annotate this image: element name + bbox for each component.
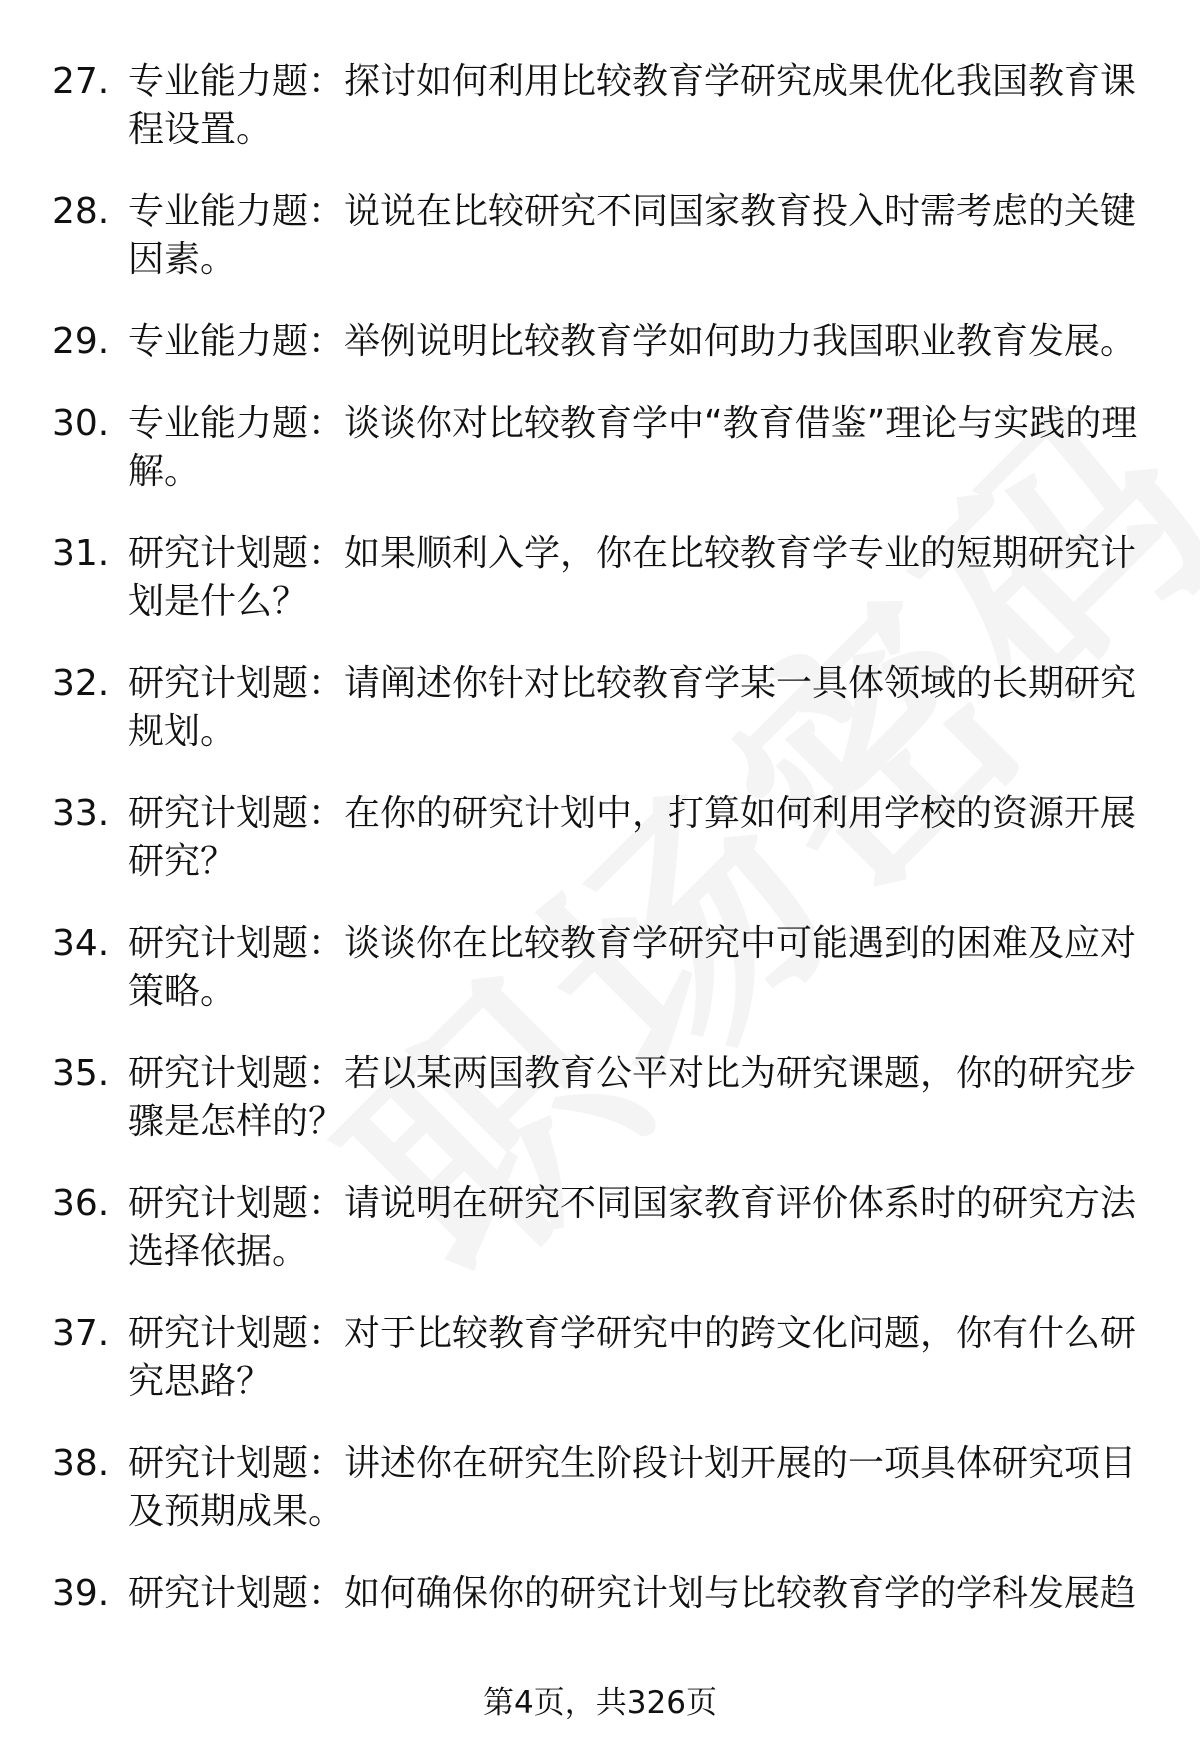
page-number: 第4页，共326页 — [483, 1685, 717, 1721]
list-item — [0, 58, 1200, 188]
list-item — [0, 660, 1200, 790]
list-item — [0, 1310, 1200, 1440]
item-text: 研究计划题：讲述你在研究生阶段计划开展的一项具体研究项目及预期成果。 — [128, 1443, 1137, 1532]
item-number: 31. — [52, 533, 110, 574]
item-number: 34. — [52, 923, 110, 964]
list-item — [0, 1570, 1200, 1652]
list-item — [0, 1050, 1200, 1180]
item-number: 37. — [52, 1313, 110, 1354]
item-number: 33. — [52, 793, 110, 834]
item-number: 38. — [52, 1443, 110, 1484]
item-text: 专业能力题：谈谈你对比较教育学中“教育借鉴”理论与实践的理解。 — [128, 403, 1138, 492]
item-text: 专业能力题：探讨如何利用比较教育学研究成果优化我国教育课程设置。 — [128, 61, 1137, 150]
item-text: 研究计划题：在你的研究计划中，打算如何利用学校的资源开展研究？ — [128, 793, 1137, 882]
item-text: 研究计划题：对于比较教育学研究中的跨文化问题，你有什么研究思路？ — [128, 1313, 1137, 1402]
item-text: 研究计划题：请阐述你针对比较教育学某一具体领域的长期研究规划。 — [128, 663, 1137, 752]
item-number: 30. — [52, 403, 110, 444]
item-number: 39. — [52, 1573, 110, 1614]
item-text: 专业能力题：举例说明比较教育学如何助力我国职业教育发展。 — [128, 321, 1137, 362]
list-item — [0, 318, 1200, 400]
item-number: 28. — [52, 191, 110, 232]
list-item — [0, 920, 1200, 1050]
item-number: 32. — [52, 663, 110, 704]
question-list — [0, 58, 1200, 1652]
list-item — [0, 400, 1200, 530]
list-item — [0, 1440, 1200, 1570]
item-number: 35. — [52, 1053, 110, 1094]
list-item — [0, 790, 1200, 920]
item-text: 研究计划题：如何确保你的研究计划与比较教育学的学科发展趋 — [128, 1573, 1137, 1614]
list-item — [0, 530, 1200, 660]
item-number: 29. — [52, 321, 110, 362]
item-text: 研究计划题：谈谈你在比较教育学研究中可能遇到的困难及应对策略。 — [128, 923, 1137, 1012]
list-item — [0, 1180, 1200, 1310]
item-number: 27. — [52, 61, 110, 102]
list-item — [0, 188, 1200, 318]
item-text: 研究计划题：若以某两国教育公平对比为研究课题，你的研究步骤是怎样的？ — [128, 1053, 1137, 1142]
item-text: 专业能力题：说说在比较研究不同国家教育投入时需考虑的关键因素。 — [128, 191, 1137, 280]
item-number: 36. — [52, 1183, 110, 1224]
item-text: 研究计划题：如果顺利入学，你在比较教育学专业的短期研究计划是什么？ — [128, 533, 1137, 622]
item-text: 研究计划题：请说明在研究不同国家教育评价体系时的研究方法选择依据。 — [128, 1183, 1137, 1272]
